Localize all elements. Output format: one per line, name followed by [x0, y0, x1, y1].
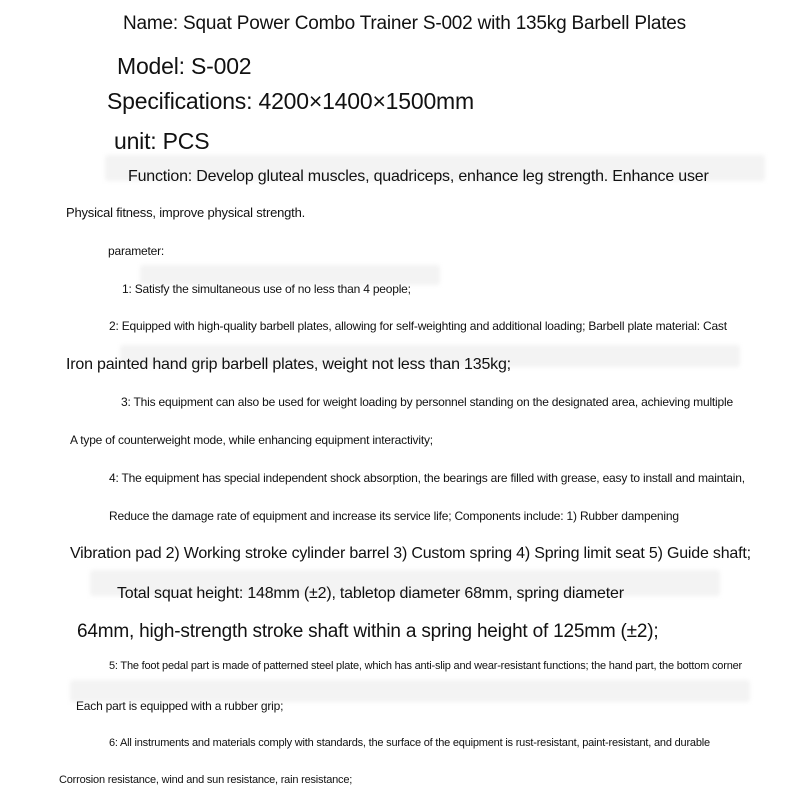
parameter-item-4-line-5: 64mm, high-strength stroke shaft within a spring height of 125mm (±2);: [77, 621, 659, 642]
parameter-item-6-line-1: 6: All instruments and materials comply with standards, the surface of the equipment is rust-resistant, paint-resistant, and durable: [109, 737, 710, 749]
parameter-item-3-line-2: A type of counterweight mode, while enhancing equipment interactivity;: [70, 433, 433, 447]
parameter-item-4-line-2: Reduce the damage rate of equipment and increase its service life; Components include: 1) Rubber dampening: [109, 509, 679, 523]
function-text-line-2: Physical fitness, improve physical strength.: [66, 205, 306, 220]
parameter-heading: parameter:: [108, 244, 165, 258]
function-text-line-1: Function: Develop gluteal muscles, quadriceps, enhance leg strength. Enhance user: [128, 168, 709, 185]
parameter-item-6-line-2: Corrosion resistance, wind and sun resistance, rain resistance;: [59, 774, 353, 786]
parameter-item-4-line-3: Vibration pad 2) Working stroke cylinder barrel 3) Custom spring 4) Spring limit seat 5) Guide shaft;: [70, 545, 751, 562]
parameter-item-5-line-2: Each part is equipped with a rubber grip;: [76, 699, 284, 713]
product-name: Name: Squat Power Combo Trainer S-002 with 135kg Barbell Plates: [123, 13, 686, 34]
parameter-item-4-line-4: Total squat height: 148mm (±2), tabletop diameter 68mm, spring diameter: [117, 585, 624, 602]
parameter-item-5-line-1: 5: The foot pedal part is made of patterned steel plate, which has anti-slip and wear-resistant functions; the hand part, the bottom corner: [109, 660, 742, 672]
parameter-item-3-line-1: 3: This equipment can also be used for weight loading by personnel standing on the designated area, achieving multiple: [121, 395, 733, 409]
parameter-item-4-line-1: 4: The equipment has special independent shock absorption, the bearings are filled with grease, easy to install and maintain,: [109, 471, 745, 485]
parameter-item-2-line-2: Iron painted hand grip barbell plates, weight not less than 135kg;: [66, 356, 511, 373]
product-specifications: Specifications: 4200×1400×1500mm: [107, 88, 474, 114]
parameter-item-1: 1: Satisfy the simultaneous use of no less than 4 people;: [122, 282, 411, 296]
parameter-item-2-line-1: 2: Equipped with high-quality barbell plates, allowing for self-weighting and additional loading; Barbell plate material: Cast: [109, 319, 727, 333]
product-model: Model: S-002: [117, 53, 252, 79]
product-unit: unit: PCS: [114, 128, 210, 154]
